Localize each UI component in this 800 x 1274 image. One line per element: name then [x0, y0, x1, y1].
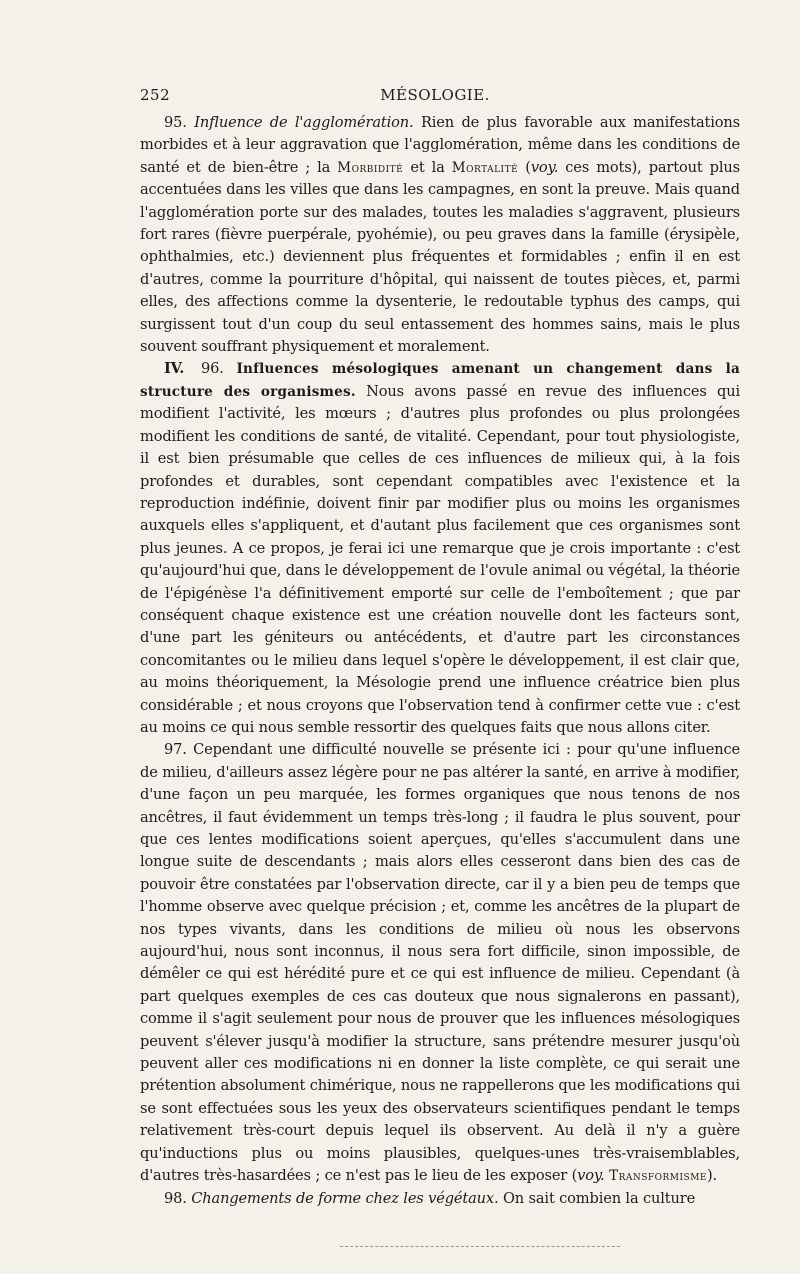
paragraph-title: Changements de forme chez les végétaux. — [191, 1189, 499, 1207]
paragraph-98 — [140, 1188, 740, 1210]
voy-abbrev: voy. — [530, 158, 559, 176]
paragraph-number: 98. — [164, 1189, 187, 1207]
book-page — [140, 84, 740, 1210]
cross-reference: Transformisme — [609, 1168, 708, 1185]
section-heading: Influences mésologiques amenant un changement dans la structure des organismes. — [140, 361, 740, 400]
footer-rule — [340, 1246, 620, 1247]
paragraph-95 — [140, 112, 740, 358]
paragraph-number: 96. — [200, 360, 224, 378]
page-number: 252 — [140, 86, 171, 104]
paragraph-text: On sait combien la culture — [502, 1189, 696, 1207]
paragraph-title: Influence de l'agglomération. — [194, 114, 414, 131]
paragraph-number: 97. — [164, 741, 187, 759]
paragraph-96 — [140, 358, 740, 739]
paragraph-text: Cependant une difficulté nouvelle se présente ici : pour qu'une influence de milieu, d'ailleurs assez légère pour ne pas altérer la santé, en arrive à modifier, d'une façon un peu marquée, les formes organiques que nous tenons de nos ancêtres, il faut évidemment un temps très-long ; il faudra le plus souvent, pour que ces lentes modifications soient aperçues, qu'elles s'accumulent dans une longue suite de descendants ; mais alors elles cesseront dans bien des cas de pouvoir être constatées par l'observation directe, car il y a bien peu de temps que l'homme observe avec quelque précision ; et, comme les ancêtres de la plupart de nos types vivants, dans les conditions de milieu où nous les observons aujourd'hui, nous sont inconnus, il nous sera fort difficile, sinon impossible, de démêler ce qui est hérédité pure et ce qui est influence de milieu. Cependant (à part quelques exemples de ces cas douteux que nous signalerons en passant), comme il s'agit seulement pour nous de prouver que les influences mésologiques peuvent s'élever jusqu'à modifier la structure, sans prétendre mesurer jusqu'où peuvent aller ces modifications ni en donner la liste complète, ce qui serait une prétention absolument chimérique, nous ne rappellerons que les modifications qui se sont effectuées sous les yeux des observateurs scientifiques pendant le temps relativement très-court depuis lequel ils observent. Au delà il n'y a guère qu'inductions plus ou moins plausibles, quelques-unes très-vraisemblables, d'autres très-hasardées ; ce n'est pas le lieu de les exposer ( — [140, 741, 740, 1185]
paragraph-text: Rien de plus favorable aux manifestations morbides et à leur aggravation que l'agglomération, même dans les conditions de santé et de bien-être ; la — [140, 114, 740, 176]
paragraph-text: et la — [410, 158, 445, 176]
paragraph-97 — [140, 739, 740, 1187]
running-header — [140, 84, 740, 106]
running-title: MÉSOLOGIE. — [380, 86, 490, 104]
section-number: IV. — [164, 360, 185, 378]
paragraph-text: ). — [707, 1167, 718, 1185]
voy-abbrev: voy. — [577, 1167, 605, 1185]
paragraph-text: Nous avons passé en revue des influences qui modifient l'activité, les mœurs ; d'autres plus profondes ou plus prolongées modifient les conditions de santé, de vitalité. Cependant, pour tout physiologiste, il est bien présumable que celles de ces influences de milieux qui, à la fois profondes et durables, sont cependant compatibles avec l'existence et la reproduction indéfinie, doivent finir par modifier plus ou moins les organismes auxquels elles s'appliquent, et d'autant plus facilement que ces organismes sont plus jeunes. A ce propos, je ferai ici une remarque que je crois importante : c'est qu'aujourd'hui que, dans le développement de l'ovule animal ou végétal, la théorie de l'épigénèse l'a définitivement emporté sur celle de l'emboîtement ; que par conséquent chaque existence est une création nouvelle dont les facteurs sont, d'une part les géniteurs ou antécédents, et d'autre part les circonstances concomitantes ou le milieu dans lequel s'opère le développement, il est clair que, au moins théoriquement, la Mésologie prend une influence créatrice bien plus considérable ; et nous croyons que l'observation tend à confirmer cette vue : c'est au moins ce qui nous semble ressortir des quelques faits que nous allons citer. — [140, 382, 740, 736]
cross-reference: Morbidité — [337, 159, 404, 176]
paragraph-text: ces mots), partout plus accentuées dans les villes que dans les campagnes, en sont la preuve. Mais quand l'agglomération porte sur des malades, toutes les maladies s'aggravent, plusieurs fort rares (fièvre puerpérale, pyohémie), ou peu graves dans la famille (érysipèle, ophthalmies, etc.) deviennent plus fréquentes et formidables ; enfin il en est d'autres, comme la pourriture d'hôpital, qui naissent de toutes pièces, et, parmi elles, des affections comme la dysenterie, le redoutable typhus des camps, qui surgissent tout d'un coup du seul entassement des hommes sains, mais le plus souvent souffrant physiquement et moralement. — [140, 158, 740, 356]
paragraph-text: ( — [525, 158, 531, 176]
paragraph-number: 95. — [164, 114, 187, 131]
cross-reference: Mortalité — [451, 159, 519, 176]
